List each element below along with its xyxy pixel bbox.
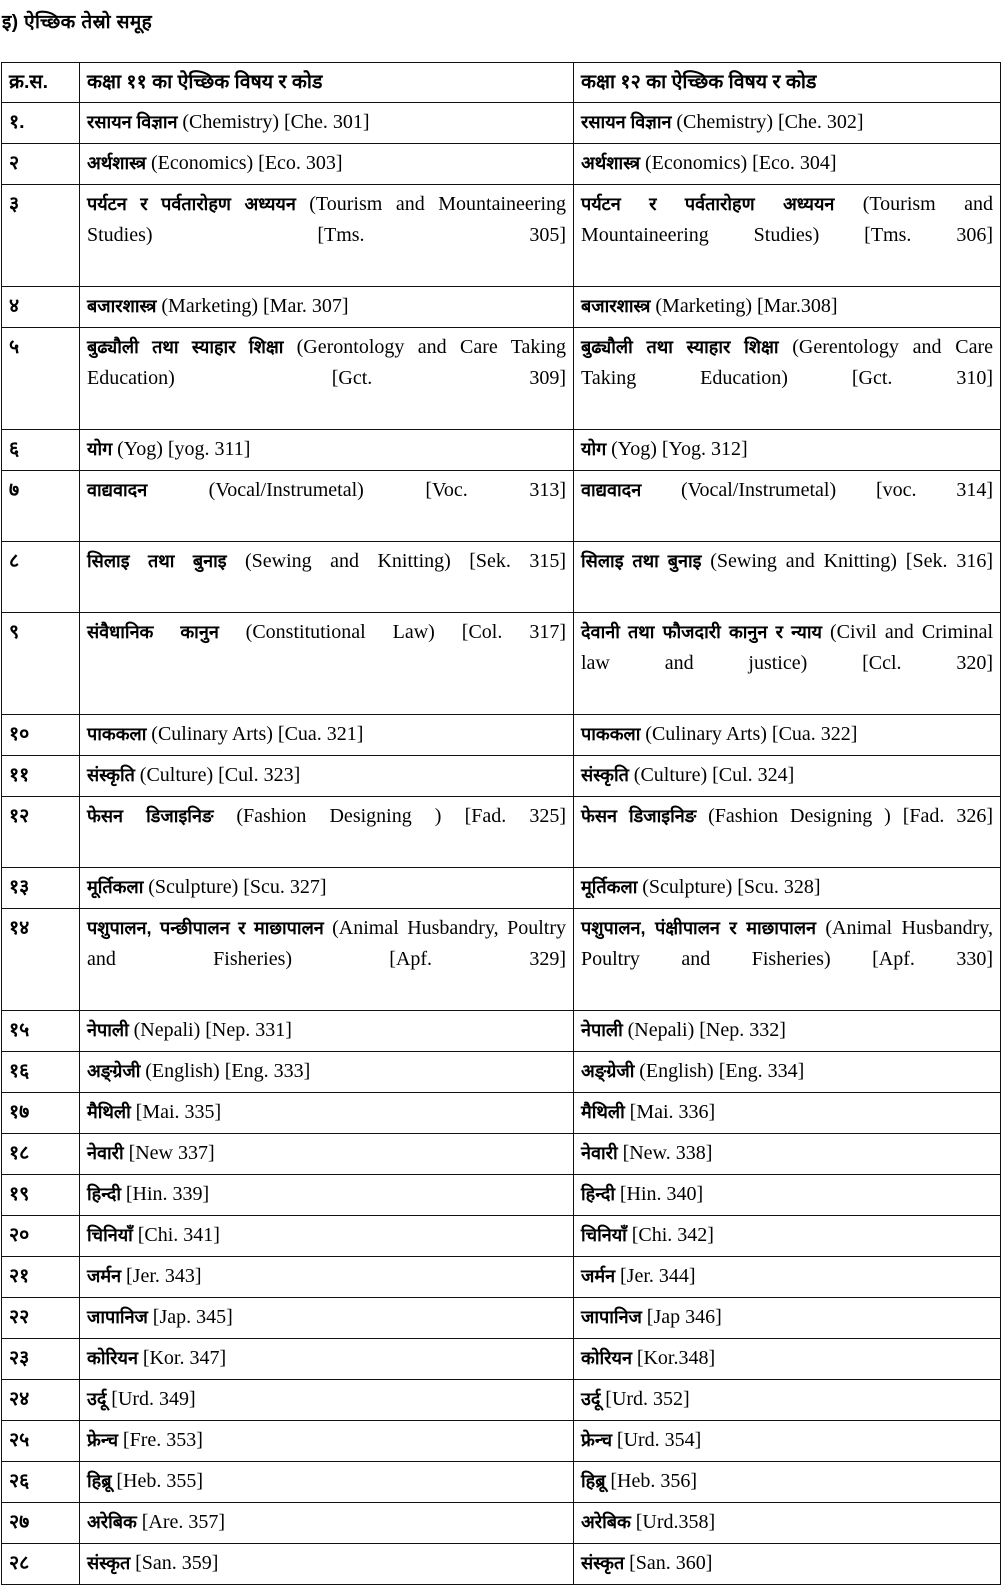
grade-12-subject-cell (574, 144, 1001, 185)
table-row (2, 1216, 1001, 1257)
table-row (2, 328, 1001, 430)
grade-11-subject (87, 1302, 566, 1333)
column-header-serial-number: क्र.स. (2, 63, 80, 103)
grade-12-subject-nepali: रसायन विज्ञान (581, 112, 672, 132)
grade-12-subject-english-code: (Civil and Criminal law and justice) [Ccl. 320] (581, 621, 993, 674)
grade-12-subject-nepali: पर्यटन र पर्वतारोहण अध्ययन (581, 194, 835, 214)
grade-11-subject-cell (80, 1339, 574, 1380)
grade-12-subject-english-code: (Yog) [Yog. 312] (611, 438, 748, 460)
grade-11-subject-cell (80, 1134, 574, 1175)
grade-12-subject (581, 546, 993, 607)
grade-11-subject (87, 1548, 566, 1579)
grade-12-subject-cell (574, 328, 1001, 430)
grade-11-subject-english-code: [Chi. 341] (137, 1224, 220, 1246)
grade-11-subject-cell (80, 103, 574, 144)
grade-12-subject-english-code: [Chi. 342] (631, 1224, 714, 1246)
grade-12-subject-cell (574, 542, 1001, 613)
table-row (2, 1462, 1001, 1503)
grade-12-subject (581, 1138, 993, 1169)
grade-11-subject-nepali: अङ्ग्रेजी (87, 1061, 141, 1081)
grade-11-subject-cell (80, 542, 574, 613)
grade-12-subject-cell (574, 909, 1001, 1011)
grade-12-subject (581, 719, 993, 750)
grade-11-subject-cell (80, 1216, 574, 1257)
grade-12-subject-nepali: देवानी तथा फौजदारी कानुन र न्याय (581, 622, 822, 642)
grade-11-subject-english-code: [Jer. 343] (126, 1265, 202, 1287)
grade-12-subject-nepali: अङ्ग्रेजी (581, 1061, 635, 1081)
grade-11-subject-cell (80, 909, 574, 1011)
grade-11-subject-english-code: (Culture) [Cul. 323] (139, 764, 301, 786)
grade-12-subject (581, 434, 993, 465)
grade-11-subject-english-code: (Tourism and Mountaineering Studies) [Tms. 305] (87, 193, 566, 246)
grade-12-subject-cell (574, 1421, 1001, 1462)
grade-12-subject-english-code: (Gerentology and Care Taking Education) [Gct. 310] (581, 336, 994, 389)
table-row (2, 1544, 1001, 1585)
grade-11-subject-nepali: फ्रेन्च (87, 1430, 119, 1450)
row-serial-number: ६ (2, 430, 80, 471)
grade-12-subject-cell (574, 103, 1001, 144)
grade-12-subject-english-code: (Economics) [Eco. 304] (644, 152, 837, 174)
grade-12-subject (581, 760, 993, 791)
grade-12-subject (581, 291, 993, 322)
table-header-row (2, 63, 1001, 103)
grade-12-subject-nepali: मैथिली (581, 1102, 625, 1122)
grade-11-subject-cell (80, 430, 574, 471)
grade-11-subject-nepali: अर्थशास्त्र (87, 153, 147, 173)
grade-12-subject-english-code: (Culture) [Cul. 324] (633, 764, 795, 786)
grade-12-subject-english-code: [Hin. 340] (619, 1183, 704, 1205)
row-serial-number: १० (2, 715, 80, 756)
grade-12-subject-cell (574, 1339, 1001, 1380)
grade-11-subject-cell (80, 797, 574, 868)
grade-12-subject-cell (574, 1257, 1001, 1298)
table-row (2, 1052, 1001, 1093)
table-row (2, 1339, 1001, 1380)
grade-11-subject-english-code: [Jap. 345] (152, 1306, 233, 1328)
grade-11-subject-cell (80, 756, 574, 797)
grade-12-subject-english-code: (Sculpture) [Scu. 328] (642, 876, 821, 898)
grade-12-subject (581, 1097, 993, 1128)
grade-11-subject-english-code: (Animal Husbandry, Poultry and Fisheries) [Apf. 329] (87, 917, 566, 970)
grade-12-subject-english-code: (Chemistry) [Che. 302] (676, 111, 864, 133)
grade-12-subject-cell (574, 1134, 1001, 1175)
grade-12-subject (581, 107, 993, 138)
grade-12-subject-english-code: (English) [Eng. 334] (639, 1060, 805, 1082)
grade-11-subject-english-code: [Fre. 353] (122, 1429, 203, 1451)
grade-12-subject-nepali: मूर्तिकला (581, 877, 638, 897)
grade-11-subject-nepali: जर्मन (87, 1266, 122, 1286)
grade-12-subject-cell (574, 1175, 1001, 1216)
grade-11-subject-english-code: (Gerontology and Care Taking Education) [Gct. 309] (87, 336, 566, 389)
row-serial-number: १९ (2, 1175, 80, 1216)
row-serial-number: १४ (2, 909, 80, 1011)
grade-12-subject (581, 617, 993, 709)
grade-12-subject-nepali: सिलाइ तथा बुनाइ (581, 551, 702, 571)
table-row (2, 144, 1001, 185)
grade-11-subject (87, 1179, 566, 1210)
grade-11-subject (87, 189, 566, 281)
grade-12-subject (581, 1548, 993, 1579)
row-serial-number: १५ (2, 1011, 80, 1052)
grade-12-subject-cell (574, 1298, 1001, 1339)
grade-12-subject-nepali: नेपाली (581, 1020, 623, 1040)
grade-12-subject-cell (574, 430, 1001, 471)
grade-11-subject-nepali: संस्कृति (87, 765, 135, 785)
grade-11-subject-nepali: जापानिज (87, 1307, 148, 1327)
grade-11-subject-cell (80, 1093, 574, 1134)
table-row (2, 909, 1001, 1011)
table-row (2, 756, 1001, 797)
table-row (2, 1175, 1001, 1216)
table-row (2, 1380, 1001, 1421)
grade-12-subject (581, 1425, 993, 1456)
grade-12-subject (581, 1179, 993, 1210)
grade-11-subject-english-code: [Are. 357] (141, 1511, 226, 1533)
grade-12-subject (581, 1015, 993, 1046)
row-serial-number: ९ (2, 613, 80, 715)
grade-11-subject-nepali: मैथिली (87, 1102, 131, 1122)
table-row (2, 1257, 1001, 1298)
column-header-grade-12: कक्षा १२ का ऐच्छिक विषय र कोड (574, 63, 1001, 103)
grade-12-subject (581, 801, 993, 862)
grade-12-subject-cell (574, 715, 1001, 756)
grade-11-subject (87, 719, 566, 750)
grade-11-subject-nepali: चिनियाँ (87, 1225, 133, 1245)
grade-12-subject-english-code: [Heb. 356] (610, 1470, 698, 1492)
grade-12-subject-cell (574, 613, 1001, 715)
grade-12-subject-nepali: कोरियन (581, 1348, 632, 1368)
grade-11-subject-cell (80, 613, 574, 715)
grade-12-subject-nepali: अरेबिक (581, 1512, 631, 1532)
grade-12-subject-cell (574, 868, 1001, 909)
grade-11-subject-cell (80, 1380, 574, 1421)
grade-12-subject-cell (574, 1011, 1001, 1052)
grade-12-subject-cell (574, 1462, 1001, 1503)
grade-11-subject-english-code: [Kor. 347] (142, 1347, 227, 1369)
grade-12-subject-nepali: बुढ्यौली तथा स्याहार शिक्षा (581, 337, 779, 357)
grade-11-subject-cell (80, 715, 574, 756)
grade-12-subject-nepali: योग (581, 439, 607, 459)
row-serial-number: ११ (2, 756, 80, 797)
grade-12-subject-english-code: [San. 360] (629, 1552, 713, 1574)
grade-11-subject-english-code: [Heb. 355] (116, 1470, 204, 1492)
grade-11-subject-english-code: (English) [Eng. 333] (145, 1060, 311, 1082)
grade-11-subject (87, 1466, 566, 1497)
grade-12-subject-cell (574, 185, 1001, 287)
grade-12-subject-cell (574, 1052, 1001, 1093)
grade-11-subject-cell (80, 1544, 574, 1585)
grade-12-subject-nepali: फ्रेन्च (581, 1430, 613, 1450)
grade-11-subject-english-code: [San. 359] (135, 1552, 219, 1574)
grade-12-subject (581, 913, 993, 1005)
grade-12-subject-english-code: (Vocal/Instrumetal) [voc. 314] (680, 479, 994, 501)
grade-11-subject-english-code: (Fashion Designing ) [Fad. 325] (236, 805, 566, 827)
grade-11-subject-nepali: हिब्रू (87, 1471, 112, 1491)
grade-11-subject (87, 1261, 566, 1292)
row-serial-number: २२ (2, 1298, 80, 1339)
grade-11-subject-nepali: बुढ्यौली तथा स्याहार शिक्षा (87, 337, 284, 357)
grade-11-subject (87, 1097, 566, 1128)
grade-12-subject (581, 1466, 993, 1497)
grade-12-subject-english-code: (Animal Husbandry, Poultry and Fisheries) [Apf. 330] (581, 917, 993, 970)
table-row (2, 103, 1001, 144)
grade-11-subject (87, 1425, 566, 1456)
grade-12-subject-cell (574, 756, 1001, 797)
grade-11-subject-cell (80, 471, 574, 542)
table-row (2, 471, 1001, 542)
row-serial-number: ८ (2, 542, 80, 613)
grade-12-subject-nepali: फेसन डिजाइनिङ (581, 806, 697, 826)
grade-11-subject-nepali: संवैधानिक कानुन (87, 622, 219, 642)
grade-11-subject (87, 546, 566, 607)
grade-11-subject-nepali: पशुपालन, पन्छीपालन र माछापालन (87, 918, 324, 938)
grade-11-subject-english-code: (Chemistry) [Che. 301] (182, 111, 370, 133)
row-serial-number: २५ (2, 1421, 80, 1462)
grade-12-subject-english-code: [Urd. 354] (616, 1429, 702, 1451)
grade-11-subject-nepali: बजारशास्त्र (87, 296, 157, 316)
grade-11-subject-english-code: (Constitutional Law) [Col. 317] (245, 621, 566, 643)
row-serial-number: ७ (2, 471, 80, 542)
grade-12-subject-english-code: [Jer. 344] (620, 1265, 696, 1287)
table-row (2, 430, 1001, 471)
row-serial-number: २० (2, 1216, 80, 1257)
table-row (2, 1503, 1001, 1544)
table-header (2, 63, 1001, 103)
row-serial-number: ४ (2, 287, 80, 328)
row-serial-number: १७ (2, 1093, 80, 1134)
grade-12-subject-english-code: [Mai. 336] (629, 1101, 716, 1123)
grade-12-subject (581, 475, 993, 536)
grade-11-subject (87, 1056, 566, 1087)
grade-12-subject (581, 1220, 993, 1251)
table-row (2, 868, 1001, 909)
grade-11-subject-cell (80, 1421, 574, 1462)
grade-11-subject-english-code: [Mai. 335] (135, 1101, 222, 1123)
grade-12-subject-nepali: पशुपालन, पंक्षीपालन र माछापालन (581, 918, 817, 938)
table-row (2, 797, 1001, 868)
grade-11-subject-english-code: [Hin. 339] (125, 1183, 210, 1205)
grade-11-subject-english-code: (Nepali) [Nep. 331] (133, 1019, 292, 1041)
grade-12-subject-nepali: हिन्दी (581, 1184, 616, 1204)
grade-11-subject-nepali: रसायन विज्ञान (87, 112, 178, 132)
grade-11-subject (87, 1220, 566, 1251)
table-row (2, 715, 1001, 756)
row-serial-number: १. (2, 103, 80, 144)
grade-11-subject (87, 291, 566, 322)
grade-12-subject-nepali: नेवारी (581, 1143, 618, 1163)
grade-11-subject-nepali: वाद्यवादन (87, 480, 148, 500)
grade-11-subject (87, 475, 566, 536)
grade-12-subject-cell (574, 1216, 1001, 1257)
row-serial-number: २३ (2, 1339, 80, 1380)
grade-11-subject-nepali: अरेबिक (87, 1512, 137, 1532)
table-row (2, 1298, 1001, 1339)
grade-12-subject-english-code: [Urd.358] (635, 1511, 716, 1533)
grade-12-subject-cell (574, 1093, 1001, 1134)
elective-subjects-table (1, 62, 1001, 1585)
grade-11-subject (87, 1384, 566, 1415)
row-serial-number: १२ (2, 797, 80, 868)
row-serial-number: २४ (2, 1380, 80, 1421)
table-row (2, 1134, 1001, 1175)
grade-12-subject-nepali: हिब्रू (581, 1471, 606, 1491)
grade-11-subject-english-code: [Urd. 349] (111, 1388, 196, 1410)
grade-11-subject (87, 332, 566, 424)
grade-11-subject-nepali: पाककला (87, 724, 147, 744)
grade-12-subject-cell (574, 797, 1001, 868)
grade-12-subject-cell (574, 1380, 1001, 1421)
grade-11-subject-nepali: कोरियन (87, 1348, 138, 1368)
section-heading: इ) ऐच्छिक तेस्रो समूह (2, 12, 153, 33)
grade-12-subject-cell (574, 287, 1001, 328)
row-serial-number: २७ (2, 1503, 80, 1544)
row-serial-number: २८ (2, 1544, 80, 1585)
grade-11-subject (87, 1015, 566, 1046)
grade-11-subject-cell (80, 144, 574, 185)
grade-12-subject (581, 1056, 993, 1087)
grade-11-subject-cell (80, 1052, 574, 1093)
grade-11-subject-cell (80, 328, 574, 430)
row-serial-number: १६ (2, 1052, 80, 1093)
grade-12-subject (581, 1507, 993, 1538)
grade-11-subject-english-code: (Yog) [yog. 311] (117, 438, 251, 460)
grade-11-subject-english-code: (Sculpture) [Scu. 327] (148, 876, 327, 898)
grade-11-subject (87, 1507, 566, 1538)
column-header-grade-11: कक्षा ११ का ऐच्छिक विषय र कोड (80, 63, 574, 103)
grade-11-subject-nepali: हिन्दी (87, 1184, 122, 1204)
table-row (2, 1093, 1001, 1134)
table-row (2, 1421, 1001, 1462)
grade-12-subject-nepali: अर्थशास्त्र (581, 153, 641, 173)
grade-11-subject-cell (80, 185, 574, 287)
grade-12-subject-nepali: चिनियाँ (581, 1225, 627, 1245)
row-serial-number: ३ (2, 185, 80, 287)
grade-12-subject-cell (574, 471, 1001, 542)
grade-11-subject (87, 434, 566, 465)
row-serial-number: ५ (2, 328, 80, 430)
grade-11-subject-cell (80, 1503, 574, 1544)
grade-12-subject-nepali: संस्कृत (581, 1553, 625, 1573)
grade-12-subject (581, 872, 993, 903)
grade-11-subject (87, 148, 566, 179)
grade-12-subject-english-code: (Tourism and Mountaineering Studies) [Tms. 306] (581, 193, 994, 246)
row-serial-number: २ (2, 144, 80, 185)
grade-11-subject-nepali: नेवारी (87, 1143, 124, 1163)
grade-11-subject-english-code: (Sewing and Knitting) [Sek. 315] (245, 550, 567, 572)
grade-12-subject-english-code: [Jap 346] (646, 1306, 722, 1328)
grade-11-subject-nepali: मूर्तिकला (87, 877, 144, 897)
table-row (2, 613, 1001, 715)
grade-11-subject (87, 1343, 566, 1374)
grade-11-subject-cell (80, 1462, 574, 1503)
grade-11-subject-cell (80, 1257, 574, 1298)
grade-11-subject-english-code: [New 337] (128, 1142, 215, 1164)
grade-12-subject (581, 1384, 993, 1415)
table-row (2, 542, 1001, 613)
grade-12-subject-english-code: (Sewing and Knitting) [Sek. 316] (710, 550, 993, 572)
grade-11-subject-nepali: संस्कृत (87, 1553, 131, 1573)
grade-12-subject-cell (574, 1503, 1001, 1544)
grade-11-subject-nepali: नेपाली (87, 1020, 129, 1040)
grade-12-subject (581, 1343, 993, 1374)
grade-11-subject-nepali: फेसन डिजाइनिङ (87, 806, 214, 826)
grade-11-subject (87, 913, 566, 1005)
table-row (2, 287, 1001, 328)
grade-11-subject-nepali: उर्दू (87, 1389, 107, 1409)
grade-12-subject (581, 148, 993, 179)
table-body (2, 103, 1001, 1585)
grade-12-subject-english-code: (Culinary Arts) [Cua. 322] (645, 723, 858, 745)
grade-12-subject-cell (574, 1544, 1001, 1585)
grade-11-subject (87, 801, 566, 862)
row-serial-number: २१ (2, 1257, 80, 1298)
grade-11-subject-nepali: सिलाइ तथा बुनाइ (87, 551, 227, 571)
grade-12-subject-nepali: पाककला (581, 724, 641, 744)
grade-12-subject-english-code: [Kor.348] (636, 1347, 716, 1369)
grade-12-subject (581, 1261, 993, 1292)
grade-11-subject (87, 107, 566, 138)
table-row (2, 1011, 1001, 1052)
grade-11-subject-cell (80, 287, 574, 328)
grade-11-subject-cell (80, 1175, 574, 1216)
grade-11-subject-english-code: (Marketing) [Mar. 307] (161, 295, 349, 317)
grade-12-subject (581, 332, 993, 424)
grade-12-subject-nepali: जर्मन (581, 1266, 616, 1286)
row-serial-number: १८ (2, 1134, 80, 1175)
grade-12-subject (581, 189, 993, 281)
grade-11-subject-nepali: योग (87, 439, 113, 459)
grade-12-subject-nepali: वाद्यवादन (581, 480, 642, 500)
grade-11-subject (87, 617, 566, 678)
grade-11-subject-nepali: पर्यटन र पर्वतारोहण अध्ययन (87, 194, 296, 214)
grade-11-subject (87, 872, 566, 903)
table-row (2, 185, 1001, 287)
grade-12-subject-english-code: (Nepali) [Nep. 332] (627, 1019, 786, 1041)
grade-12-subject-english-code: (Fashion Designing ) [Fad. 326] (708, 805, 993, 827)
grade-11-subject (87, 1138, 566, 1169)
grade-12-subject-english-code: (Marketing) [Mar.308] (655, 295, 838, 317)
grade-11-subject-cell (80, 1298, 574, 1339)
grade-11-subject-cell (80, 1011, 574, 1052)
grade-12-subject-english-code: [New. 338] (622, 1142, 713, 1164)
grade-11-subject-english-code: (Vocal/Instrumetal) [Voc. 313] (208, 479, 566, 501)
grade-12-subject-nepali: संस्कृति (581, 765, 629, 785)
grade-12-subject (581, 1302, 993, 1333)
grade-12-subject-nepali: जापानिज (581, 1307, 642, 1327)
grade-12-subject-nepali: उर्दू (581, 1389, 601, 1409)
grade-12-subject-english-code: [Urd. 352] (605, 1388, 690, 1410)
grade-11-subject (87, 760, 566, 791)
grade-11-subject-english-code: (Culinary Arts) [Cua. 321] (151, 723, 364, 745)
grade-12-subject-nepali: बजारशास्त्र (581, 296, 651, 316)
grade-11-subject-cell (80, 868, 574, 909)
row-serial-number: १३ (2, 868, 80, 909)
grade-11-subject-english-code: (Economics) [Eco. 303] (150, 152, 343, 174)
row-serial-number: २६ (2, 1462, 80, 1503)
